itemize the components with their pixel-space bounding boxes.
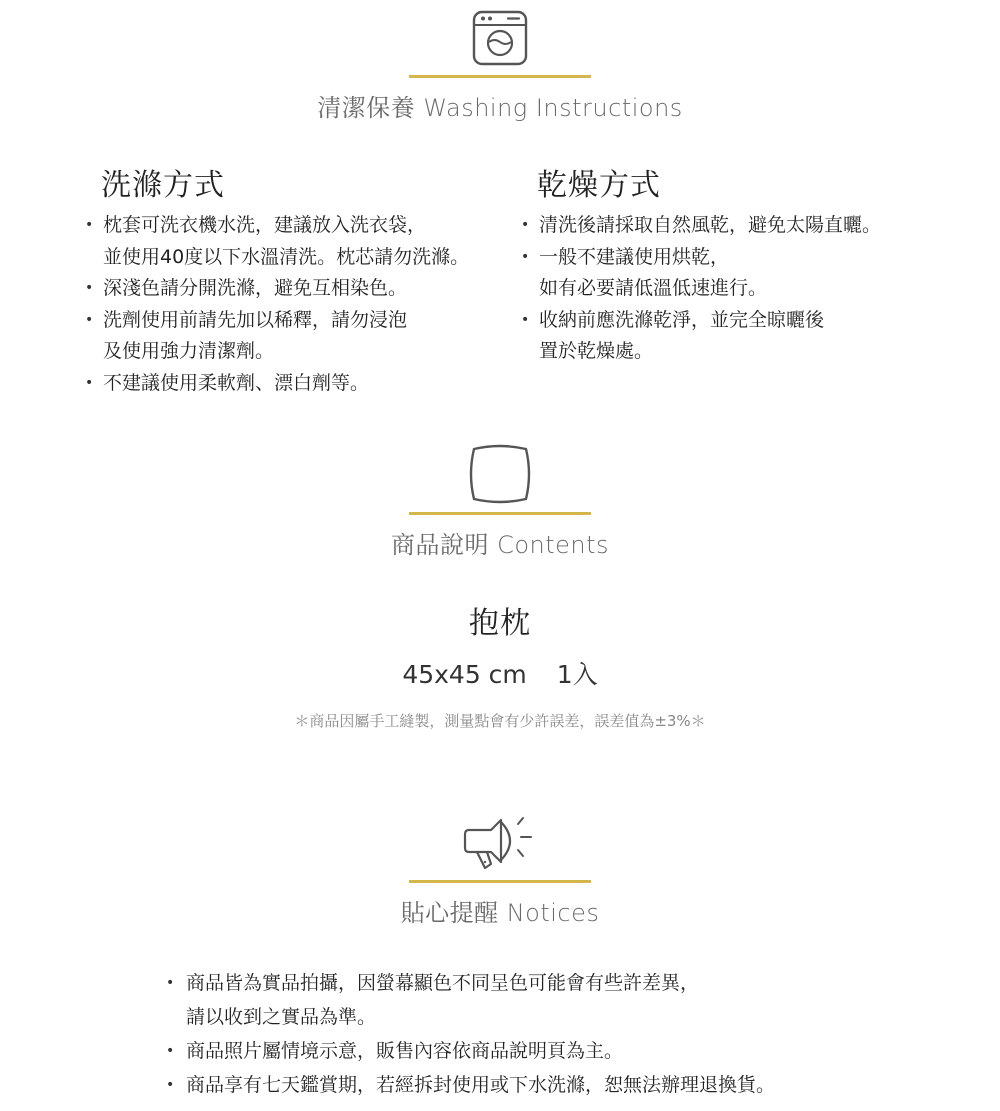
list-item: • 收納前應洗滌乾淨，並完全晾曬後 置於乾燥處。: [521, 305, 881, 368]
list-item: • 商品享有七天鑑賞期，若經拆封使用或下水洗滌，恕無法辦理退換貨。: [166, 1068, 775, 1102]
product-size: 45x45 cm: [402, 660, 527, 689]
notices-divider: [409, 880, 591, 883]
washing-method-list: [85, 210, 469, 399]
washing-divider: [409, 75, 591, 78]
notices-section-title: 貼心提醒 Notices: [400, 899, 600, 927]
drying-method-heading: 乾燥方式: [537, 168, 661, 203]
washing-machine-icon: [472, 10, 528, 70]
megaphone-icon: [463, 812, 537, 876]
product-quantity: 1入: [556, 660, 598, 689]
measurement-footnote: ＊商品因屬手工縫製，測量點會有少許誤差，誤差值為±3%＊: [294, 712, 706, 730]
contents-divider: [409, 512, 591, 515]
washing-method-heading: 洗滌方式: [101, 168, 225, 203]
list-item: • 商品皆為實品拍攝，因螢幕顯色不同呈色可能會有些許差異， 請以收到之實品為準。: [166, 966, 775, 1034]
contents-section-title: 商品說明 Contents: [390, 531, 610, 559]
drying-method-list: [521, 210, 881, 368]
list-item: • 商品照片屬情境示意，販售內容依商品說明頁為主。: [166, 1034, 775, 1068]
list-item: • 洗劑使用前請先加以稀釋，請勿浸泡 及使用強力清潔劑。: [85, 305, 469, 368]
list-item: • 深淺色請分開洗滌，避免互相染色。: [85, 273, 469, 305]
notices-list: [166, 966, 775, 1102]
list-item: • 一般不建議使用烘乾， 如有必要請低溫低速進行。: [521, 242, 881, 305]
product-name: 抱枕: [469, 606, 531, 641]
pillow-icon: [468, 443, 532, 509]
list-item: • 清洗後請採取自然風乾，避免太陽直曬。: [521, 210, 881, 242]
product-spec: [0, 655, 1000, 691]
list-item: • 枕套可洗衣機水洗，建議放入洗衣袋， 並使用40度以下水溫清洗。枕芯請勿洗滌。: [85, 210, 469, 273]
list-item: • 不建議使用柔軟劑、漂白劑等。: [85, 368, 469, 400]
washing-section-title: 清潔保養 Washing Instructions: [317, 94, 683, 122]
